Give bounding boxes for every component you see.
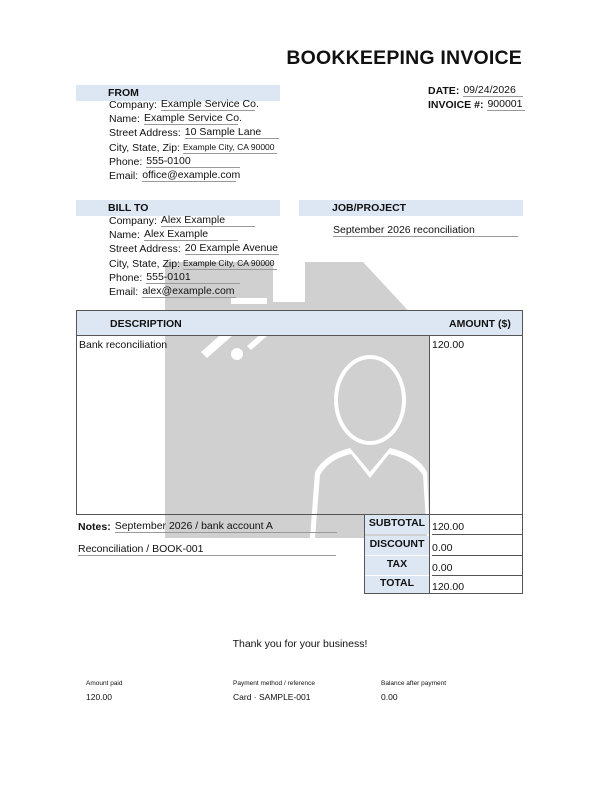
bill-email-field[interactable]: alex@example.com bbox=[142, 285, 235, 297]
invoice-title: BOOKKEEPING INVOICE bbox=[286, 47, 522, 69]
from-phone-label: Phone: bbox=[109, 156, 143, 168]
bill-phone-label: Phone: bbox=[109, 272, 143, 284]
total-value: 120.00 bbox=[432, 581, 465, 593]
job-project-field[interactable]: September 2026 reconciliation bbox=[333, 224, 518, 237]
thank-you-message: Thank you for your business! bbox=[232, 638, 368, 650]
tax-label: TAX bbox=[365, 556, 429, 575]
tax-value[interactable]: 0.00 bbox=[432, 562, 522, 576]
job-project-heading: JOB/PROJECT bbox=[299, 200, 523, 216]
from-city-label: City, State, Zip: bbox=[109, 142, 180, 154]
from-street-field[interactable]: 10 Sample Lane bbox=[185, 126, 279, 139]
bill-phone-field[interactable]: 555-0101 bbox=[146, 271, 240, 284]
table-column-divider bbox=[429, 336, 430, 515]
notes-line2-field[interactable]: Reconciliation / BOOK-001 bbox=[78, 543, 336, 556]
bill-phone-row bbox=[109, 271, 240, 284]
bill-company-field[interactable]: Alex Example bbox=[161, 214, 255, 227]
description-header: DESCRIPTION bbox=[110, 318, 182, 330]
total-label: TOTAL bbox=[365, 576, 429, 593]
totals-divider bbox=[429, 514, 430, 594]
from-name-field[interactable]: Example Service Co. bbox=[143, 112, 242, 124]
from-street-row bbox=[109, 126, 279, 139]
from-name-row bbox=[109, 112, 242, 125]
from-company-label: Company: bbox=[109, 99, 157, 111]
notes-line1-field[interactable]: September 2026 / bank account A bbox=[115, 520, 337, 533]
bill-street-row bbox=[109, 242, 279, 255]
invoice-number-row: INVOICE # : 900001 bbox=[428, 98, 525, 111]
line-item-description[interactable]: Bank reconciliation bbox=[79, 339, 168, 351]
from-company-row bbox=[109, 98, 259, 111]
bill-name-field[interactable]: Alex Example bbox=[144, 228, 238, 241]
subtotal-label: SUBTOTAL bbox=[365, 515, 429, 534]
subtotal-value: 120.00 bbox=[432, 521, 522, 535]
amount-paid-value: 120.00 bbox=[86, 692, 112, 702]
from-email-row bbox=[109, 169, 241, 182]
balance-label: Balance after payment bbox=[381, 680, 447, 687]
bill-email-row bbox=[109, 285, 236, 298]
discount-value[interactable]: 0.00 bbox=[432, 542, 522, 556]
from-phone-row bbox=[109, 155, 240, 168]
bill-company-label: Company: bbox=[109, 215, 157, 227]
bill-company-row bbox=[109, 214, 255, 227]
invoice-number-label: INVOICE # bbox=[428, 99, 480, 111]
date-field[interactable]: 09/24/2026 bbox=[463, 84, 523, 97]
bill-email-label: Email: bbox=[109, 286, 139, 298]
notes-label: Notes bbox=[78, 521, 108, 533]
line-item-amount[interactable]: 120.00 bbox=[432, 339, 465, 351]
bill-city-field[interactable]: Example City, CA 90000 bbox=[183, 257, 277, 270]
bill-city-label: City, State, Zip: bbox=[109, 258, 180, 270]
from-heading: FROM bbox=[76, 85, 280, 101]
from-city-field[interactable]: Example City, CA 90000 bbox=[183, 141, 277, 154]
discount-label: DISCOUNT bbox=[365, 536, 429, 555]
bill-street-label: Street Address: bbox=[109, 243, 181, 255]
bill-street-field[interactable]: 20 Example Avenue bbox=[184, 242, 279, 254]
bill-name-label: Name: bbox=[109, 229, 140, 241]
date-row: DATE : 09/24/2026 bbox=[428, 84, 523, 97]
bill-to-heading: BILL TO bbox=[76, 200, 280, 216]
invoice-number-field[interactable]: 900001 bbox=[487, 98, 525, 111]
date-label: DATE bbox=[428, 85, 456, 97]
from-phone-field[interactable]: 555-0100 bbox=[146, 155, 240, 168]
payment-method-value: Card · SAMPLE-001 bbox=[233, 692, 311, 702]
bill-city-row bbox=[109, 257, 277, 270]
amount-header: AMOUNT ($) bbox=[449, 318, 511, 330]
notes-row: Notes : September 2026 / bank account A bbox=[78, 520, 337, 533]
from-email-label: Email: bbox=[109, 170, 139, 182]
amount-paid-label: Amount paid bbox=[86, 680, 123, 687]
from-email-field[interactable]: office@example.com bbox=[142, 169, 241, 181]
from-street-label: Street Address: bbox=[109, 127, 181, 139]
bill-name-row bbox=[109, 228, 238, 241]
from-name-label: Name: bbox=[109, 113, 140, 125]
from-company-field[interactable]: Example Service Co. bbox=[160, 98, 259, 110]
from-city-row bbox=[109, 141, 277, 154]
balance-value: 0.00 bbox=[381, 692, 398, 702]
payment-method-label: Payment method / reference bbox=[233, 680, 316, 687]
